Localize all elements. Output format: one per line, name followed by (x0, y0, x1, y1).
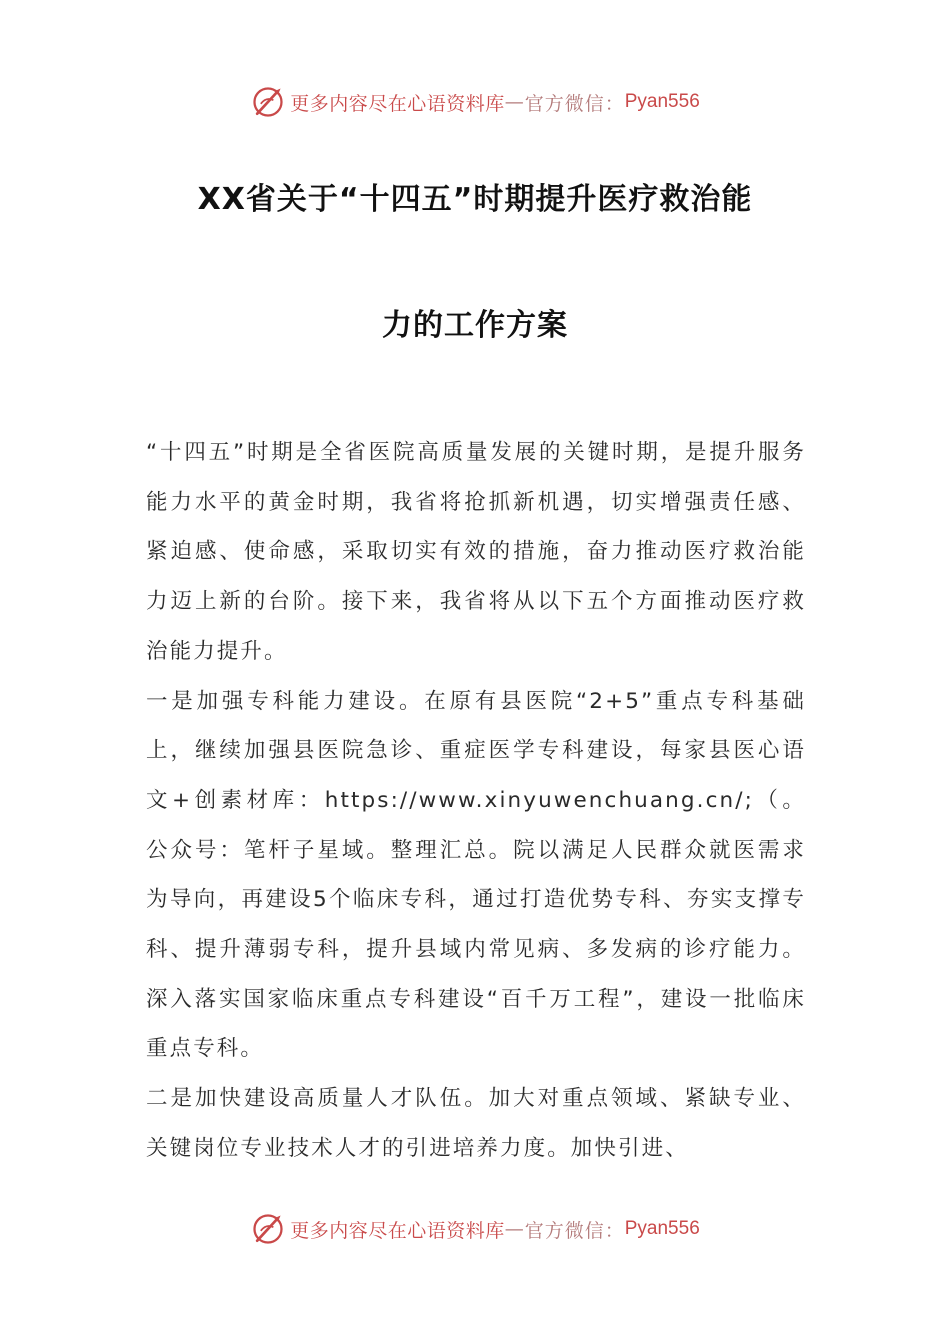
paragraph-specialty: 一是加强专科能力建设。在原有县医院“2+5”重点专科基础上，继续加强县医院急诊、重症医学专科建设，每家县医心语文+创素材库：https://www.xinyuwenchuang.cn/;（。公众号：笔杆子星域。整理汇总。院以满足人民群众就医需求为导向，再建设5个临床专科，通过打造优势专科、夯实支撑专科、提升薄弱专科，提升县域内常见病、多发病的诊疗能力。深入落实国家临床重点专科建设“百千万工程”，建设一批临床重点专科。 (146, 688, 806, 1062)
document-title-line-1: XX省关于“十四五”时期提升医疗救治能 (197, 182, 753, 217)
paragraph-intro: “十四五”时期是全省医院高质量发展的关键时期，是提升服务能力水平的黄金时期，我省将抢抓新机遇，切实增强责任感、紧迫感、使命感，采取切实有效的措施，奋力推动医疗救治能力迈上新的台阶。接下来，我省将从以下五个方面推动医疗救治能力提升。 (146, 440, 806, 664)
header-promo-text: 更多内容尽在心语资料库 (290, 92, 505, 115)
footer-separator: — (504, 1218, 525, 1240)
document-body (146, 428, 806, 1174)
footer-promo-text: 更多内容尽在心语资料库 (290, 1219, 505, 1242)
pen-circle-logo-icon (250, 84, 286, 120)
header-wechat-id: Pyan556 (624, 91, 700, 112)
paragraph-talent: 二是加快建设高质量人才队伍。加大对重点领域、紧缺专业、关键岗位专业技术人才的引进培养力度。加快引进、 (146, 1086, 806, 1161)
pen-circle-logo-icon (250, 1211, 286, 1247)
footer-wechat-id: Pyan556 (624, 1218, 700, 1239)
header-wechat-label: 官方微信： (524, 92, 625, 115)
footer-wechat-label: 官方微信： (524, 1219, 625, 1242)
document-title-line-2: 力的工作方案 (382, 308, 568, 343)
footer-banner (0, 1209, 950, 1249)
header-separator: — (504, 91, 525, 113)
header-banner (0, 82, 950, 122)
